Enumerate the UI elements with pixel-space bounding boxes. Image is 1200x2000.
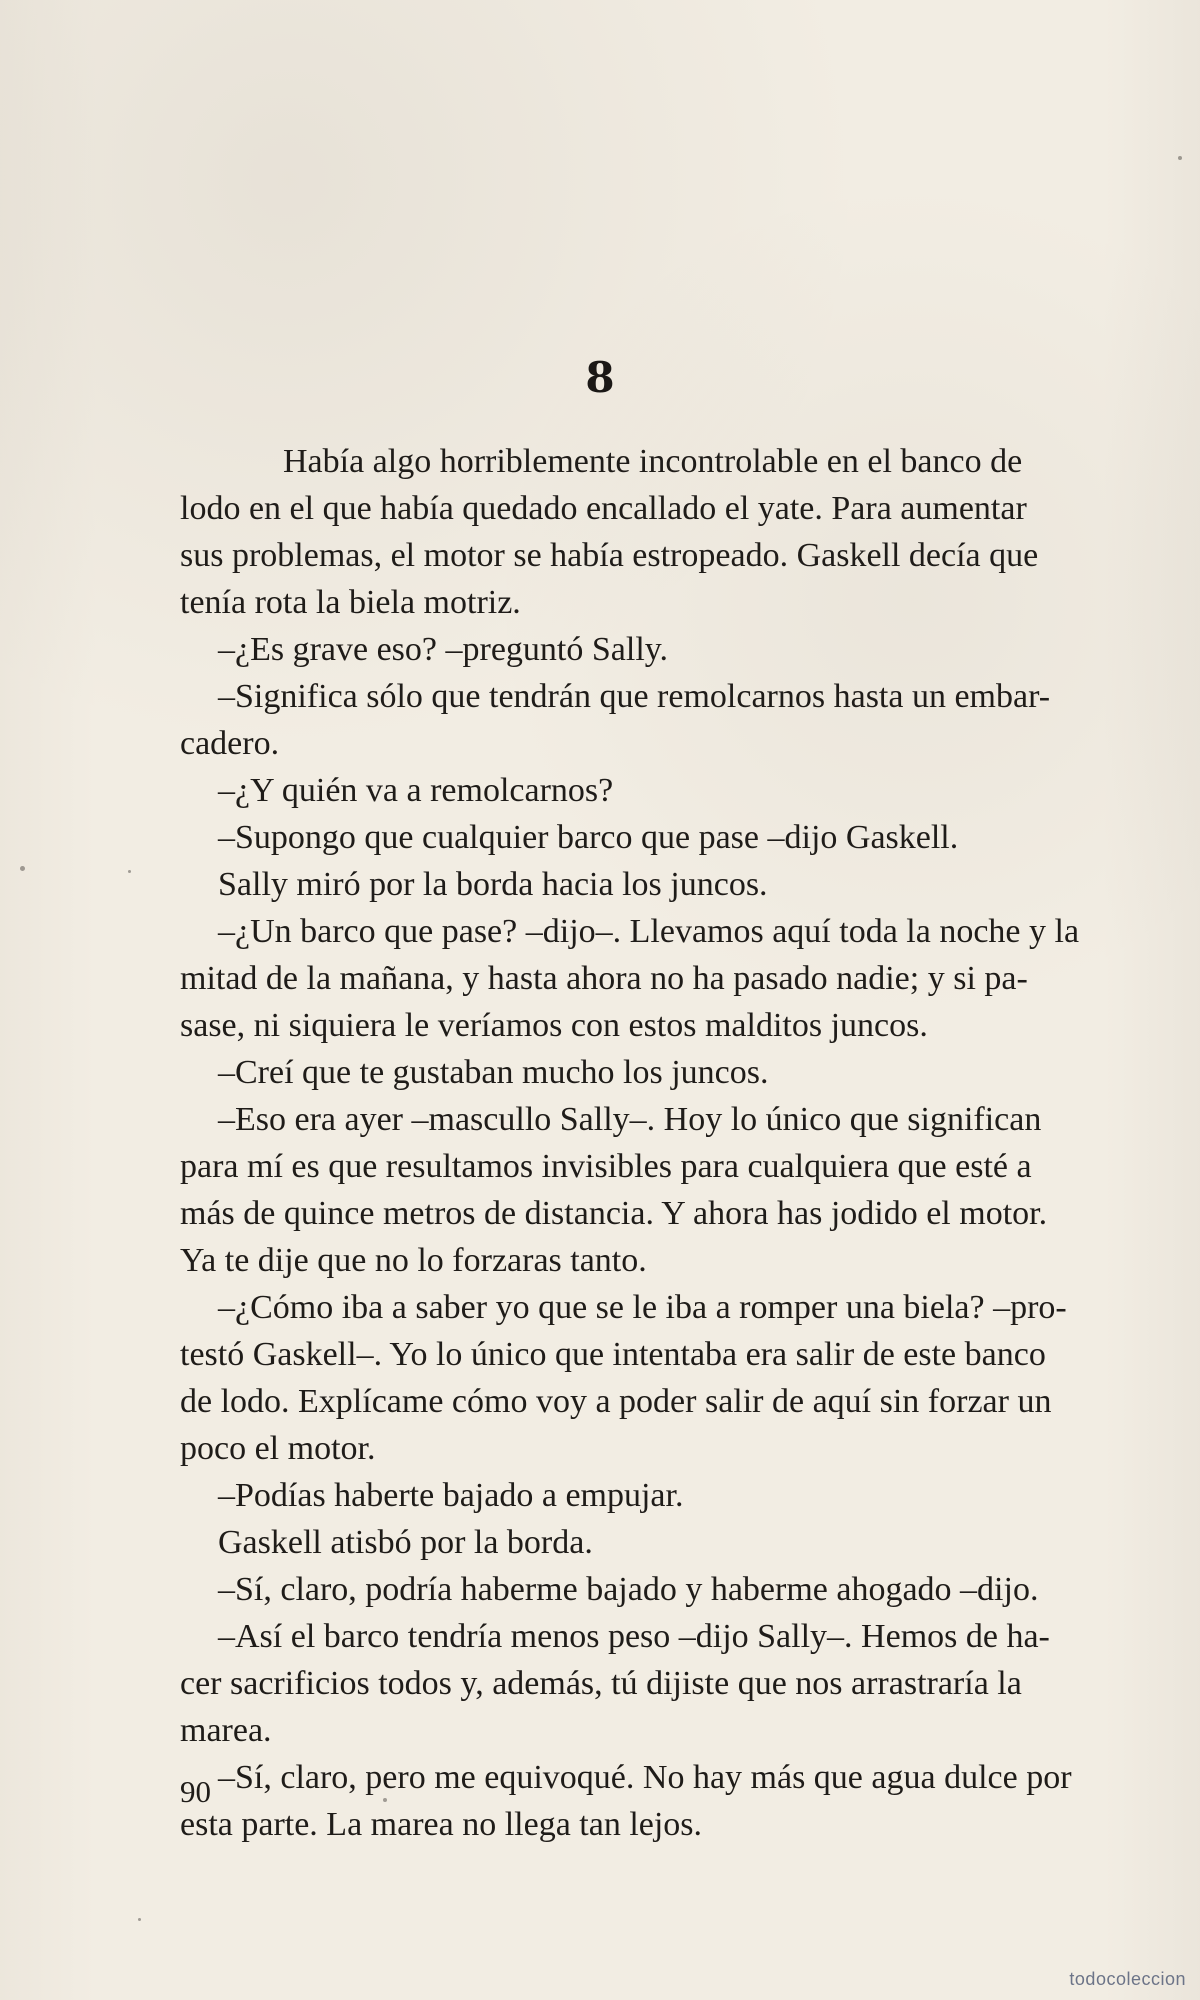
text-line: –Así el barco tendría menos peso –dijo Sally–. Hemos de ha- — [218, 1618, 1050, 1655]
text-line: marea. — [180, 1712, 272, 1749]
text-line: de lodo. Explícame cómo voy a poder salir de aquí sin forzar un — [180, 1383, 1052, 1420]
paragraph — [180, 1519, 1145, 1566]
paragraph — [180, 626, 1145, 673]
text-line: más de quince metros de distancia. Y ahora has jodido el motor. — [180, 1195, 1048, 1232]
paragraph — [180, 767, 1145, 814]
paragraph — [180, 908, 1145, 1049]
paper-speck — [138, 1918, 141, 1921]
text-line: –Eso era ayer –mascullo Sally–. Hoy lo único que significan — [218, 1101, 1042, 1138]
text-line: para mí es que resultamos invisibles para cualquiera que esté a — [180, 1148, 1032, 1185]
text-line: –Creí que te gustaban mucho los juncos. — [218, 1054, 769, 1091]
chapter-number: 8 — [585, 353, 615, 402]
text-line: –¿Y quién va a remolcarnos? — [218, 772, 614, 809]
paragraph — [180, 861, 1145, 908]
paragraph — [180, 673, 1145, 767]
text-line: sase, ni siquiera le veríamos con estos malditos juncos. — [180, 1007, 928, 1044]
text-line: tenía rota la biela motriz. — [180, 584, 521, 621]
text-line: testó Gaskell–. Yo lo único que intentaba era salir de este banco — [180, 1336, 1046, 1373]
text-line: mitad de la mañana, y hasta ahora no ha pasado nadie; y si pa- — [180, 960, 1028, 997]
paragraph — [180, 1566, 1145, 1613]
text-line: Ya te dije que no lo forzaras tanto. — [180, 1242, 647, 1279]
paragraph — [180, 1472, 1145, 1519]
paper-speck — [20, 866, 25, 871]
paragraph — [180, 1284, 1145, 1472]
paragraph — [180, 814, 1145, 861]
text-line: –Significa sólo que tendrán que remolcarnos hasta un embar- — [218, 678, 1051, 715]
text-line: –¿Un barco que pase? –dijo–. Llevamos aquí toda la noche y la — [218, 913, 1080, 950]
text-line: sus problemas, el motor se había estropeado. Gaskell decía que — [180, 537, 1039, 574]
text-line: Gaskell atisbó por la borda. — [218, 1524, 593, 1561]
paragraph — [180, 1754, 1145, 1848]
text-line: cer sacrificios todos y, además, tú dijiste que nos arrastraría la — [180, 1665, 1022, 1702]
paragraph — [180, 1096, 1145, 1284]
watermark-logo: todocoleccion — [1069, 1969, 1186, 1989]
text-line: –¿Cómo iba a saber yo que se le iba a romper una biela? –pro- — [218, 1289, 1067, 1326]
text-line: Había algo horriblemente incontrolable en el banco de — [283, 443, 1023, 480]
body-text — [180, 438, 1145, 1848]
text-line: –¿Es grave eso? –preguntó Sally. — [218, 631, 669, 668]
text-line: –Sí, claro, podría haberme bajado y haberme ahogado –dijo. — [218, 1571, 1039, 1608]
paragraph — [180, 1049, 1145, 1096]
text-line: cadero. — [180, 725, 280, 762]
text-line: –Supongo que cualquier barco que pase –dijo Gaskell. — [218, 819, 959, 856]
text-line: lodo en el que había quedado encallado el yate. Para aumentar — [180, 490, 1027, 527]
paper-speck — [1178, 156, 1182, 160]
text-line: esta parte. La marea no llega tan lejos. — [180, 1806, 703, 1843]
text-line: –Podías haberte bajado a empujar. — [218, 1477, 684, 1514]
paper-speck — [128, 870, 131, 873]
paragraph — [180, 1613, 1145, 1754]
text-line: –Sí, claro, pero me equivoqué. No hay más que agua dulce por — [218, 1759, 1072, 1796]
text-line: Sally miró por la borda hacia los juncos. — [218, 866, 768, 903]
page-number: 90 — [180, 1774, 211, 1809]
text-line: poco el motor. — [180, 1430, 376, 1467]
paragraph — [180, 438, 1145, 626]
